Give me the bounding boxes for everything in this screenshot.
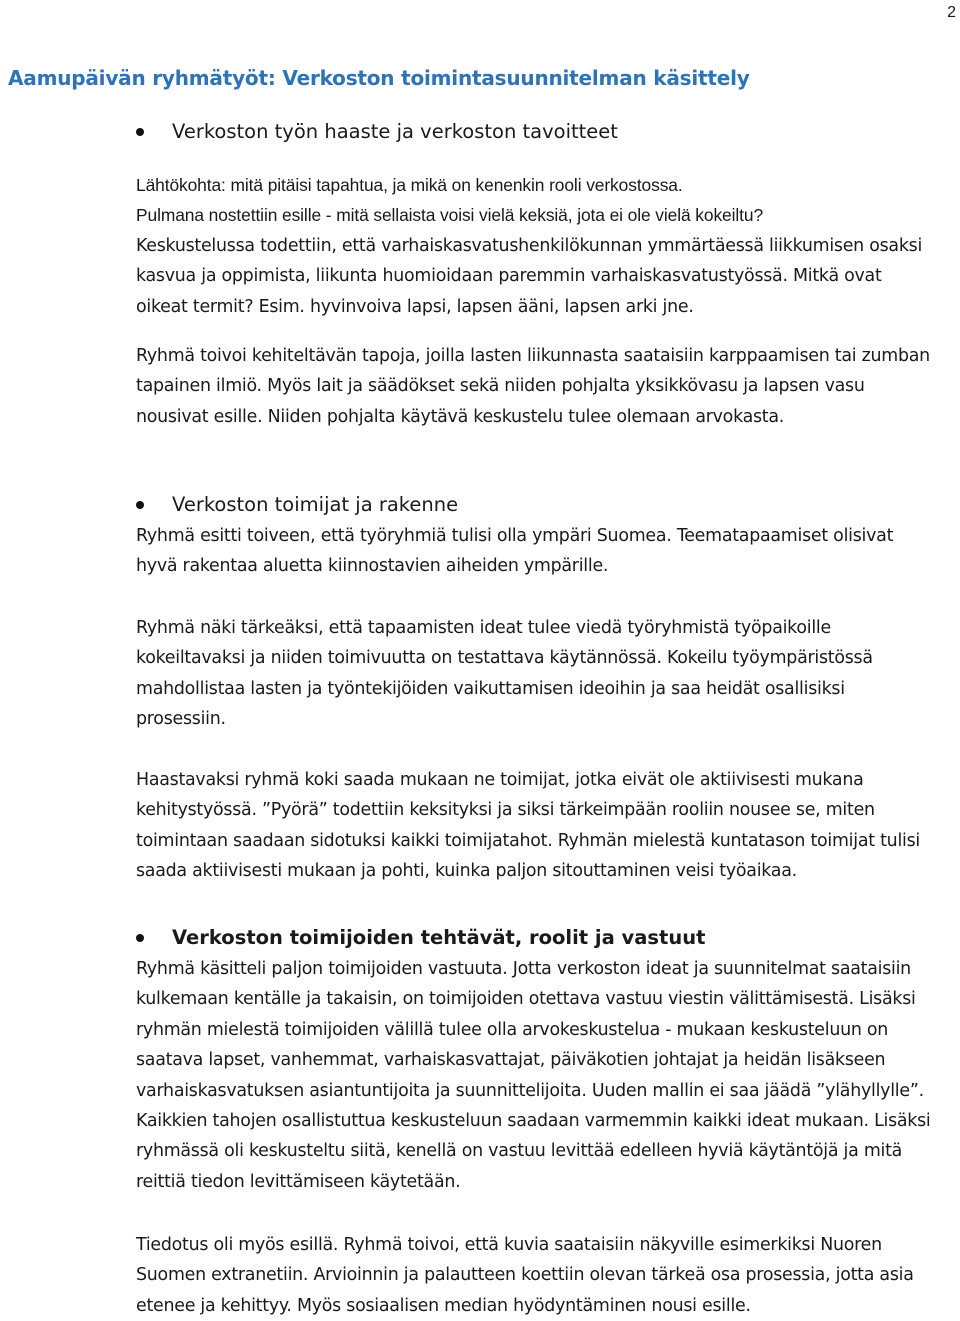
paragraph: Tiedotus oli myös esillä. Ryhmä toivoi, että kuvia saataisiin näkyville esimerkiksi Nuoren Suomen extranetiin. Arvioinnin ja palautteen koettiin olevan tärkeä osa prosessia, jotta asia etenee ja kehittyy. Myös sosiaalisen median hyödyntäminen nousi esille. (136, 1235, 914, 1316)
paragraph: Ryhmä toivoi kehiteltävän tapoja, joilla lasten liikunnasta saataisiin karppaamisen tai zumban tapainen ilmiö. Myös lait ja säädökset sekä niiden pohjalta yksikkövasu ja lapsen vasu nousivat esille. Niiden pohjalta käytävä keskustelu tulee olemaan arvokasta. (136, 346, 930, 427)
bullet-icon (136, 128, 144, 136)
section-heading-actors (136, 493, 458, 516)
section-heading-text: Verkoston työn haaste ja verkoston tavoitteet (172, 120, 618, 143)
paragraph: Ryhmä esitti toiveen, että työryhmiä tulisi olla ympäri Suomea. Teematapaamiset olisivat hyvä rakentaa aluetta kiinnostavien aiheiden ympärille. (136, 526, 894, 577)
page-title: Aamupäivän ryhmätyöt: Verkoston toimintasuunnitelman käsittely (8, 66, 750, 90)
bullet-icon (136, 501, 144, 509)
paragraph: Haastavaksi ryhmä koki saada mukaan ne toimijat, jotka eivät ole aktiivisesti mukana kehitystyössä. ”Pyörä” todettiin keksityksi ja siksi tärkeimpään rooliin nousee se, miten toimintaan saadaan sidotuksi kaikki toimijatahot. Ryhmän mielestä kuntatason toimijat tulisi saada aktiivisesti mukaan ja pohti, kuinka paljon sitouttaminen veisi työaikaa. (136, 770, 920, 882)
section-heading-text: Verkoston toimijat ja rakenne (172, 493, 459, 516)
paragraph: Ryhmä käsitteli paljon toimijoiden vastuuta. Jotta verkoston ideat ja suunnitelmat saataisiin kulkemaan kentälle ja takaisin, on toimijoiden otettava vastuu viestin välittämisestä. Lisäksi ryhmän mielestä toimijoiden välillä tulee olla arvokeskustelua - mukaan keskusteluun on saatava lapset, vanhemmat, varhaiskasvattajat, päiväkotien johtajat ja heidän lisäkseen varhaiskasvatuksen asiantuntijoita ja suunnittelijoita. Uuden mallin ei saa jäädä ”ylähyllylle”. Kaikkien tahojen osallistuttua keskusteluun saadaan varmemmin kaikki ideat mukaan. Lisäksi ryhmässä oli keskusteltu siitä, kenellä on vastuu levittää edelleen hyviä käytäntöjä ja mitä reittiä tiedon levittämiseen käytetään. (136, 959, 931, 1192)
paragraph: Ryhmä näki tärkeäksi, että tapaamisten ideat tulee viedä työryhmistä työpaikoille kokeiltavaksi ja niiden toimivuutta on testattava käytännössä. Kokeilu työympäristössä mahdollistaa lasten ja työntekijöiden vaikuttamisen ideoihin ja saa heidät osallisiksi prosessiin. (136, 618, 873, 730)
paragraph: Lähtökohta: mitä pitäisi tapahtua, ja mikä on kenenkin rooli verkostossa. Pulmana nostettiin esille - mitä sellaista voisi vielä keksiä, jota ei ole vielä kokeiltu? (136, 175, 764, 226)
section-heading-challenge (136, 120, 618, 143)
section-heading-roles (136, 926, 705, 949)
page-number: 2 (947, 4, 956, 21)
bullet-icon (136, 934, 144, 942)
section-heading-text: Verkoston toimijoiden tehtävät, roolit ja vastuut (172, 926, 706, 949)
paragraph: Keskustelussa todettiin, että varhaiskasvatushenkilökunnan ymmärtäessä liikkumisen osaksi kasvua ja oppimista, liikunta huomioidaan paremmin varhaiskasvatustyössä. Mitkä ovat oikeat termit? Esim. hyvinvoiva lapsi, lapsen ääni, lapsen arki jne. (136, 236, 923, 317)
